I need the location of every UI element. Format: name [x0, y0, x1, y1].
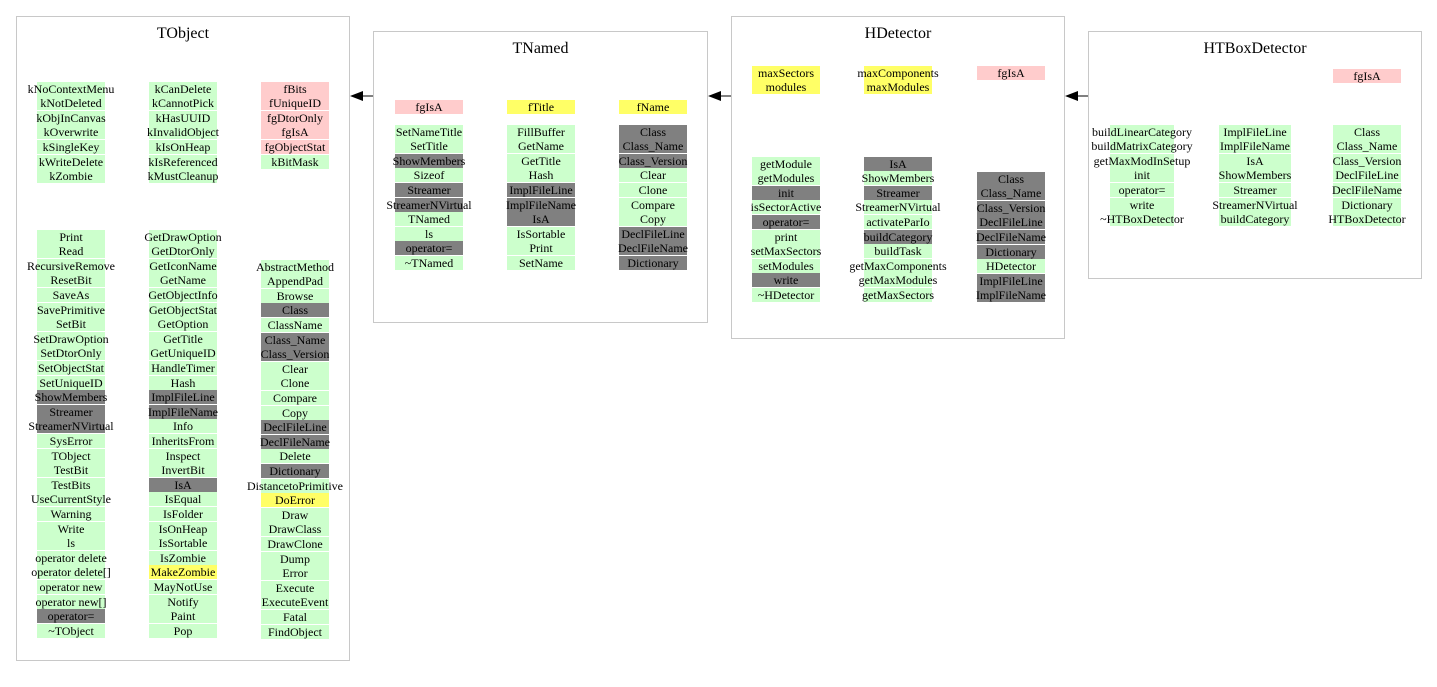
item-label: fgIsA	[997, 65, 1025, 80]
item-label: GetObjectStat	[149, 302, 217, 317]
item-label: init	[777, 185, 794, 200]
item-label: StreamerNVirtual	[386, 197, 472, 212]
item-label: IsA	[532, 212, 550, 227]
item-label: ShowMembers	[34, 390, 108, 405]
item-label: Pop	[173, 623, 193, 638]
hdetector-method-declfilename[interactable]	[936, 230, 1086, 244]
item-label: ImplFileName	[1220, 139, 1290, 154]
hdetector-method-implfileline[interactable]	[936, 274, 1086, 288]
item-label: kOverwrite	[43, 125, 99, 140]
class-box-hdetector	[731, 16, 1065, 339]
class-box-tobject	[16, 16, 350, 661]
item-label: ShowMembers	[1218, 168, 1292, 183]
item-label: operator=	[762, 214, 810, 229]
hdetector-method-isa[interactable]	[823, 157, 973, 171]
item-label: Delete	[279, 449, 311, 464]
item-label: Clear	[282, 361, 308, 376]
tnamed-method-clone[interactable]	[578, 183, 728, 197]
item-label: FindObject	[268, 624, 322, 639]
item-label: Class_Name	[264, 332, 326, 347]
item-label: Compare	[631, 197, 675, 212]
item-label: ImplFileName	[506, 197, 576, 212]
item-label: Class_Name	[980, 186, 1042, 201]
item-label: ls	[424, 226, 433, 241]
tobject-method-compare[interactable]	[220, 391, 370, 405]
tobject-method-drawclass[interactable]	[220, 522, 370, 536]
item-label: kIsReferenced	[148, 154, 218, 169]
item-label: DeclFileLine	[263, 420, 327, 435]
item-label: HDetector	[986, 259, 1036, 274]
item-label: Class	[1353, 124, 1380, 139]
item-label: kNoContextMenu	[27, 81, 115, 96]
hdetector-method-class-version[interactable]	[936, 201, 1086, 215]
item-label: ImplFileName	[148, 404, 218, 419]
tobject-method-dictionary[interactable]	[220, 464, 370, 478]
class-title-tobject: TObject	[156, 25, 210, 42]
tobject-method-delete[interactable]	[220, 449, 370, 463]
item-label: IsZombie	[160, 550, 206, 565]
item-label: GetDrawOption	[144, 229, 222, 244]
item-label: UseCurrentStyle	[31, 492, 111, 507]
item-label: Draw	[281, 507, 309, 522]
item-label: kObjInCanvas	[36, 110, 106, 125]
class-title-htboxdetector: HTBoxDetector	[1203, 40, 1307, 57]
hdetector-member-fgisa[interactable]	[936, 66, 1086, 80]
item-label: AbstractMethod	[256, 259, 334, 274]
tnamed-method-declfileline[interactable]	[578, 227, 728, 241]
item-label: Dictionary	[627, 255, 679, 270]
item-label: maxModules	[866, 80, 930, 95]
item-label: getMaxModInSetup	[1093, 153, 1191, 168]
item-label: kNotDeleted	[40, 96, 102, 111]
item-label: Class_Name	[1336, 139, 1398, 154]
item-label: Execute	[275, 580, 315, 595]
item-label: buildCategory	[1220, 212, 1290, 227]
item-label: Class_Name	[622, 139, 684, 154]
item-label: fgIsA	[1353, 68, 1381, 83]
item-label: kSingleKey	[42, 139, 100, 154]
tnamed-method-class-version[interactable]	[578, 154, 728, 168]
item-label: activateParIo	[866, 214, 930, 229]
item-label: fgObjectStat	[264, 139, 326, 154]
item-label: ExecuteEvent	[261, 595, 329, 610]
hdetector-method-hdetector[interactable]	[936, 259, 1086, 273]
item-label: ~HDetector	[757, 287, 815, 302]
item-label: fgIsA	[415, 99, 443, 114]
item-label: GetObjectInfo	[148, 287, 218, 302]
item-label: Copy	[281, 405, 308, 420]
tnamed-method-declfilename[interactable]	[578, 241, 728, 255]
item-label: ImplFileLine	[979, 273, 1043, 288]
item-label: HandleTimer	[151, 360, 215, 375]
item-label: Inspect	[165, 448, 201, 463]
item-label: Read	[58, 244, 84, 259]
tobject-member-funiqueid[interactable]	[220, 96, 370, 110]
item-label: Streamer	[1233, 182, 1277, 197]
item-label: IsOnHeap	[158, 521, 208, 536]
item-label: ImplFileName	[976, 288, 1046, 303]
item-label: Copy	[639, 212, 666, 227]
hdetector-method-declfileline[interactable]	[936, 215, 1086, 229]
item-label: StreamerNVirtual	[1212, 197, 1298, 212]
item-label: Streamer	[407, 182, 451, 197]
item-label: fgIsA	[281, 125, 309, 140]
item-label: HTBoxDetector	[1328, 212, 1406, 227]
htboxdetector-method-declfileline[interactable]	[1292, 168, 1437, 182]
item-label: buildLinearCategory	[1092, 124, 1192, 139]
item-label: fTitle	[527, 99, 555, 114]
item-label: Info	[173, 419, 193, 434]
item-label: SetTitle	[410, 139, 448, 154]
item-label: Class_Version	[618, 153, 688, 168]
tobject-method-classname[interactable]	[220, 318, 370, 332]
tobject-member-fgisa[interactable]	[220, 125, 370, 139]
tobject-method-getdtoronly[interactable]	[108, 244, 258, 258]
item-label: Class	[997, 171, 1024, 186]
item-label: Class	[639, 124, 666, 139]
item-label: SetDtorOnly	[40, 346, 102, 361]
item-label: StreamerNVirtual	[855, 200, 941, 215]
tobject-method-execute[interactable]	[220, 581, 370, 595]
item-label: GetTitle	[521, 153, 561, 168]
tobject-member-fbits[interactable]	[220, 82, 370, 96]
tobject-method-copy[interactable]	[220, 406, 370, 420]
tobject-method-class[interactable]	[220, 303, 370, 317]
tobject-member-fgobjectstat[interactable]	[220, 140, 370, 154]
item-label: ~HTBoxDetector	[1100, 212, 1184, 227]
tobject-member-kbitmask[interactable]	[220, 155, 370, 169]
tobject-member-kmustcleanup[interactable]	[108, 169, 258, 183]
item-label: SetUniqueID	[39, 375, 103, 390]
item-label: TestBits	[51, 477, 91, 492]
item-label: GetIconName	[149, 258, 217, 273]
item-label: SetBit	[55, 317, 86, 332]
hdetector-method-class[interactable]	[936, 172, 1086, 186]
tnamed-method-compare[interactable]	[578, 198, 728, 212]
tobject-method-fatal[interactable]	[220, 610, 370, 624]
item-label: GetTitle	[163, 331, 203, 346]
item-label: SetNameTitle	[395, 124, 463, 139]
item-label: operator=	[47, 609, 95, 624]
item-label: write	[1129, 197, 1155, 212]
hdetector-method-dictionary[interactable]	[936, 245, 1086, 259]
tnamed-method-copy[interactable]	[578, 212, 728, 226]
tobject-method-error[interactable]	[220, 566, 370, 580]
item-label: Hash	[170, 375, 196, 390]
item-label: Dump	[280, 551, 310, 566]
item-label: Class	[281, 303, 308, 318]
item-label: fgDtorOnly	[267, 110, 323, 125]
htboxdetector-method-class-name[interactable]	[1292, 139, 1437, 153]
inheritance-arrowhead-hdetector	[1065, 91, 1078, 101]
item-label: DeclFileLine	[979, 215, 1043, 230]
item-label: buildCategory	[863, 229, 933, 244]
htboxdetector-method-class-version[interactable]	[1292, 154, 1437, 168]
item-label: Compare	[273, 390, 317, 405]
tobject-method-drawclone[interactable]	[220, 537, 370, 551]
item-label: InheritsFrom	[151, 433, 215, 448]
item-label: kHasUUID	[155, 110, 211, 125]
tobject-method-clear[interactable]	[220, 362, 370, 376]
tnamed-method-class-name[interactable]	[578, 139, 728, 153]
item-label: getModule	[760, 156, 812, 171]
item-label: kInvalidObject	[147, 125, 219, 140]
item-label: Dictionary	[985, 244, 1037, 259]
item-label: DeclFileLine	[621, 226, 685, 241]
item-label: Print	[59, 229, 83, 244]
item-label: Browse	[276, 288, 314, 303]
item-label: isSectorActive	[750, 200, 822, 215]
item-label: kCanDelete	[154, 81, 212, 96]
class-box-htboxdetector	[1088, 31, 1422, 279]
item-label: DrawClass	[268, 522, 322, 537]
item-label: Write	[57, 521, 85, 536]
item-label: MayNotUse	[153, 579, 213, 594]
item-label: maxSectors	[758, 65, 814, 80]
item-label: getMaxSectors	[862, 287, 934, 302]
tobject-method-class-version[interactable]	[220, 347, 370, 361]
item-label: StreamerNVirtual	[28, 419, 114, 434]
tobject-method-findobject[interactable]	[220, 625, 370, 639]
item-label: GetName	[518, 139, 564, 154]
item-label: DeclFileName	[1332, 182, 1402, 197]
tnamed-method-dictionary[interactable]	[578, 256, 728, 270]
tnamed-method-class[interactable]	[578, 125, 728, 139]
item-label: fBits	[283, 81, 307, 96]
item-label: Clone	[280, 376, 310, 391]
item-label: ImplFileLine	[151, 390, 215, 405]
item-label: kMustCleanup	[147, 169, 219, 184]
item-label: kZombie	[49, 169, 93, 184]
htboxdetector-method-dictionary[interactable]	[1292, 198, 1437, 212]
tobject-member-fgdtoronly[interactable]	[220, 111, 370, 125]
item-label: IsA	[1246, 153, 1264, 168]
item-label: AppendPad	[267, 274, 323, 289]
item-label: SysError	[49, 433, 93, 448]
item-label: FillBuffer	[517, 124, 565, 139]
item-label: DeclFileName	[260, 434, 330, 449]
item-label: Print	[529, 241, 553, 256]
item-label: fName	[636, 99, 670, 114]
class-title-tnamed: TNamed	[512, 40, 569, 57]
htboxdetector-method-htboxdetector[interactable]	[1292, 212, 1437, 226]
item-label: IsEqual	[164, 492, 202, 507]
item-label: GetName	[160, 273, 206, 288]
hdetector-method-class-name[interactable]	[936, 186, 1086, 200]
item-label: ImplFileLine	[1223, 124, 1287, 139]
item-label: TNamed	[408, 212, 450, 227]
item-label: setModules	[758, 258, 814, 273]
item-label: ~TObject	[48, 623, 94, 638]
item-label: operator new	[39, 579, 103, 594]
htboxdetector-member-fgisa[interactable]	[1292, 69, 1437, 83]
item-label: Streamer	[49, 404, 93, 419]
item-label: DrawClone	[267, 536, 323, 551]
item-label: Notify	[167, 594, 199, 609]
item-label: write	[773, 273, 799, 288]
item-label: init	[1133, 168, 1150, 183]
tnamed-method-clear[interactable]	[578, 168, 728, 182]
item-label: operator delete[]	[31, 565, 111, 580]
item-label: maxComponents	[857, 65, 939, 80]
tobject-method-draw[interactable]	[220, 508, 370, 522]
htboxdetector-method-class[interactable]	[1292, 125, 1437, 139]
tnamed-member-fname[interactable]	[578, 100, 728, 114]
item-label: IsSortable	[516, 226, 566, 241]
item-label: buildTask	[874, 244, 922, 259]
item-label: MakeZombie	[150, 565, 216, 580]
item-label: SetObjectStat	[38, 360, 104, 375]
tobject-method-getdrawoption[interactable]	[108, 230, 258, 244]
class-title-hdetector: HDetector	[864, 25, 932, 42]
tobject-method-browse[interactable]	[220, 289, 370, 303]
item-label: Class_Version	[1332, 153, 1402, 168]
item-label: GetUniqueID	[150, 346, 216, 361]
item-label: DoError	[275, 493, 315, 508]
item-label: Warning	[50, 506, 92, 521]
tobject-method-class-name[interactable]	[220, 333, 370, 347]
item-label: print	[774, 229, 798, 244]
tobject-method-abstractmethod[interactable]	[220, 260, 370, 274]
item-label: SaveAs	[52, 287, 90, 302]
item-label: getModules	[757, 171, 815, 186]
tobject-method-doerror[interactable]	[220, 493, 370, 507]
tobject-method-dump[interactable]	[220, 552, 370, 566]
item-label: DeclFileName	[976, 229, 1046, 244]
item-label: Paint	[170, 609, 196, 624]
hdetector-method-implfilename[interactable]	[936, 288, 1086, 302]
htboxdetector-method-declfilename[interactable]	[1292, 183, 1437, 197]
item-label: Streamer	[876, 185, 920, 200]
item-label: IsSortable	[158, 536, 208, 551]
class-box-tnamed	[373, 31, 708, 323]
item-label: buildMatrixCategory	[1091, 139, 1193, 154]
item-label: DeclFileName	[618, 241, 688, 256]
item-label: ImplFileLine	[509, 182, 573, 197]
item-label: Dictionary	[269, 463, 321, 478]
item-label: Error	[282, 566, 308, 581]
item-label: TestBit	[53, 463, 89, 478]
item-label: ~TNamed	[404, 255, 454, 270]
item-label: InvertBit	[161, 463, 205, 478]
tobject-method-executeevent[interactable]	[220, 595, 370, 609]
item-label: Fatal	[283, 609, 307, 624]
item-label: SavePrimitive	[37, 302, 105, 317]
item-label: modules	[765, 80, 807, 95]
item-label: ResetBit	[50, 273, 92, 288]
item-label: Hash	[528, 168, 554, 183]
item-label: TObject	[51, 448, 91, 463]
item-label: IsA	[889, 156, 907, 171]
item-label: kBitMask	[271, 154, 319, 169]
tobject-method-appendpad[interactable]	[220, 274, 370, 288]
item-label: operator new[]	[35, 594, 107, 609]
item-label: SetDrawOption	[33, 331, 109, 346]
item-label: ls	[66, 536, 75, 551]
tobject-method-declfileline[interactable]	[220, 420, 370, 434]
item-label: GetOption	[157, 317, 209, 332]
item-label: fUniqueID	[269, 96, 321, 111]
item-label: Class_Version	[260, 347, 330, 362]
item-label: Dictionary	[1341, 197, 1393, 212]
item-label: IsA	[174, 477, 192, 492]
item-label: kCannotPick	[152, 96, 214, 111]
item-label: kWriteDelete	[38, 154, 104, 169]
item-label: ClassName	[267, 317, 323, 332]
item-label: DistancetoPrimitive	[247, 478, 343, 493]
item-label: IsFolder	[163, 506, 203, 521]
item-label: Clone	[638, 182, 668, 197]
item-label: setMaxSectors	[750, 244, 822, 259]
tobject-method-declfilename[interactable]	[220, 435, 370, 449]
item-label: getMaxModules	[858, 273, 938, 288]
item-label: ShowMembers	[392, 153, 466, 168]
hdetector-member-maxmodules[interactable]	[823, 80, 973, 94]
item-label: DeclFileLine	[1335, 168, 1399, 183]
item-label: Clear	[640, 168, 666, 183]
item-label: RecursiveRemove	[27, 258, 115, 273]
item-label: kIsOnHeap	[155, 139, 211, 154]
item-label: Class_Version	[976, 200, 1046, 215]
item-label: Sizeof	[413, 168, 445, 183]
item-label: SetName	[519, 255, 563, 270]
item-label: ShowMembers	[861, 171, 935, 186]
item-label: getMaxComponents	[849, 258, 947, 273]
item-label: GetDtorOnly	[151, 244, 215, 259]
item-label: operator delete	[35, 550, 107, 565]
tobject-method-distancetoprimitive[interactable]	[220, 479, 370, 493]
item-label: operator=	[405, 241, 453, 256]
tobject-method-clone[interactable]	[220, 376, 370, 390]
item-label: operator=	[1118, 182, 1166, 197]
